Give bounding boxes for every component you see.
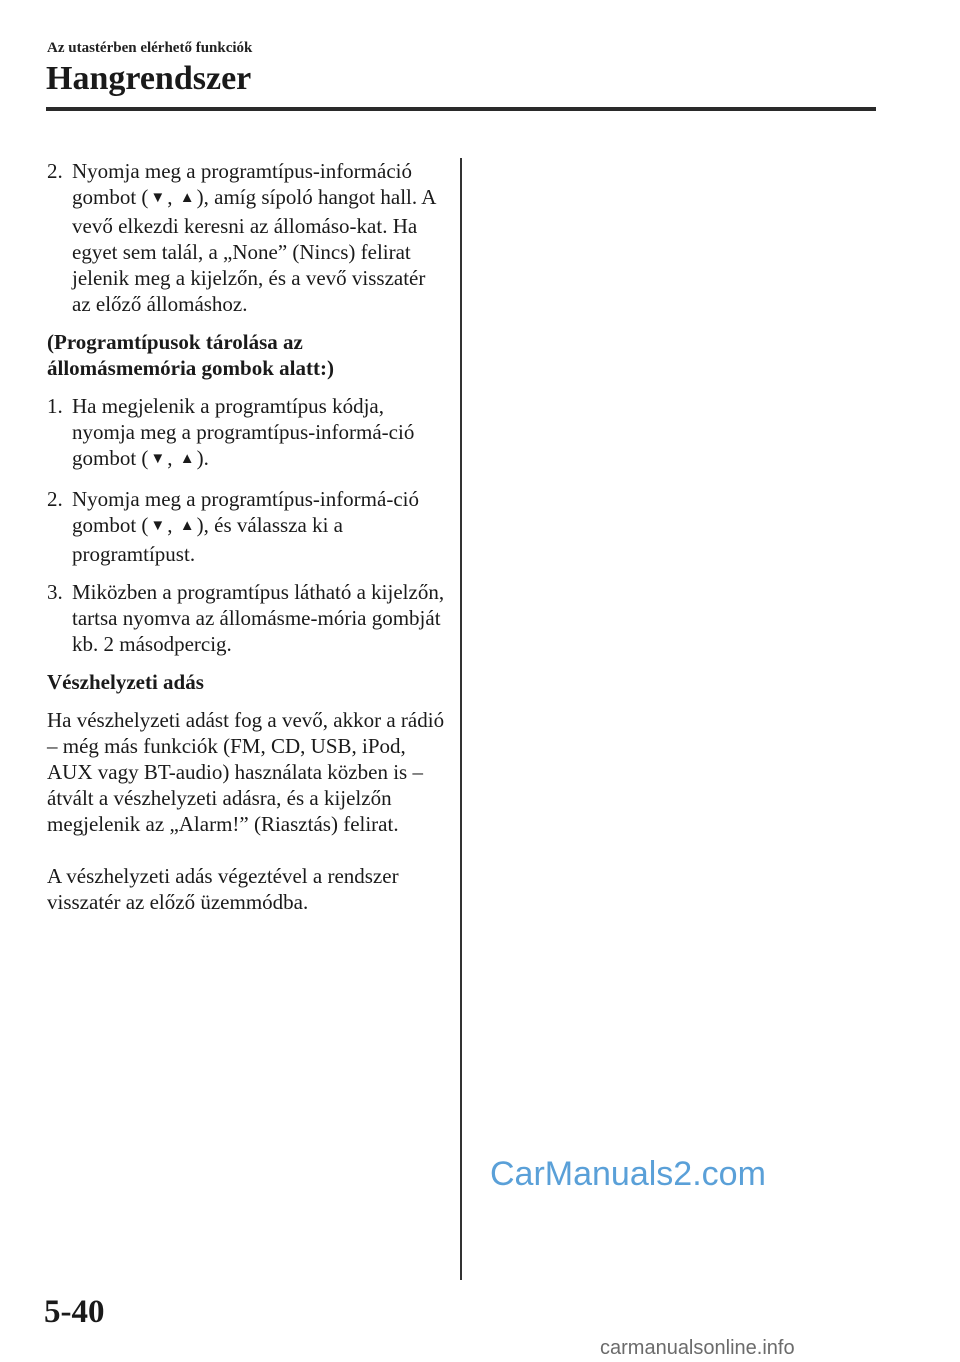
page-title: Hangrendszer [46,60,252,97]
store-step-3 [47,579,447,657]
up-arrow-icon: ▲ [179,518,195,534]
step-number: 1. [47,394,63,418]
step-text-sep: , [167,446,178,470]
step-text-end: ), amíg sípoló hangot hall. A vevő elkezdi keresni az állomáso-kat. Ha egyet sem talál, a „None” (Nincs) felirat jelenik meg a kijelzőn, és a vevő visszatér az előző állomáshoz. [72,185,436,316]
store-step-2 [47,486,447,567]
up-arrow-icon: ▲ [179,190,195,206]
header-rule [46,107,876,111]
up-arrow-icon: ▲ [179,451,195,467]
section-heading-emergency: Vészhelyzeti adás [47,670,204,694]
emergency-paragraph-1: Ha vészhelyzeti adást fog a vevő, akkor a rádió – még más funkciók (FM, CD, USB, iPod, AUX vagy BT-audio) használata közben is – átvált a vészhelyzeti adásra, és a kijelzőn megjelenik az „Alarm!” (Riasztás) felirat. [47,708,445,836]
step-text-sep: , [167,185,178,209]
footer-link[interactable]: carmanualsonline.info [600,1337,795,1359]
step-text: Miközben a programtípus látható a kijelzőn, tartsa nyomva az állomásme-mória gombját kb. 2 másodpercig. [72,580,445,656]
section-heading-store: (Programtípusok tárolása az állomásmemória gombok alatt:) [47,330,334,380]
down-arrow-icon: ▼ [150,518,166,534]
step-text-start: Ha megjelenik a programtípus kódja, nyomja meg a programtípus-informá-ció gombot ( [72,394,415,470]
step-text-end: ), és válassza ki a programtípust. [72,513,343,566]
step-number: 2. [47,159,63,183]
watermark-logo: CarManuals2.com [490,1155,766,1193]
down-arrow-icon: ▼ [150,190,166,206]
step-2-search [47,158,447,317]
step-text-sep: , [167,513,178,537]
down-arrow-icon: ▼ [150,451,166,467]
emergency-paragraph-2: A vészhelyzeti adás végeztével a rendszer visszatér az előző üzemmódba. [47,864,399,914]
main-content [47,158,447,941]
step-number: 3. [47,580,63,604]
store-step-1 [47,393,447,474]
step-text-end: ). [196,446,209,470]
step-text-start: Nyomja meg a programtípus-informá-ció gombot ( [72,487,419,537]
breadcrumb: Az utastérben elérhető funkciók [47,40,253,56]
page-number: 5-40 [44,1294,105,1330]
column-divider [460,158,462,1280]
step-text-start: Nyomja meg a programtípus-információ gombot ( [72,159,412,209]
step-number: 2. [47,487,63,511]
